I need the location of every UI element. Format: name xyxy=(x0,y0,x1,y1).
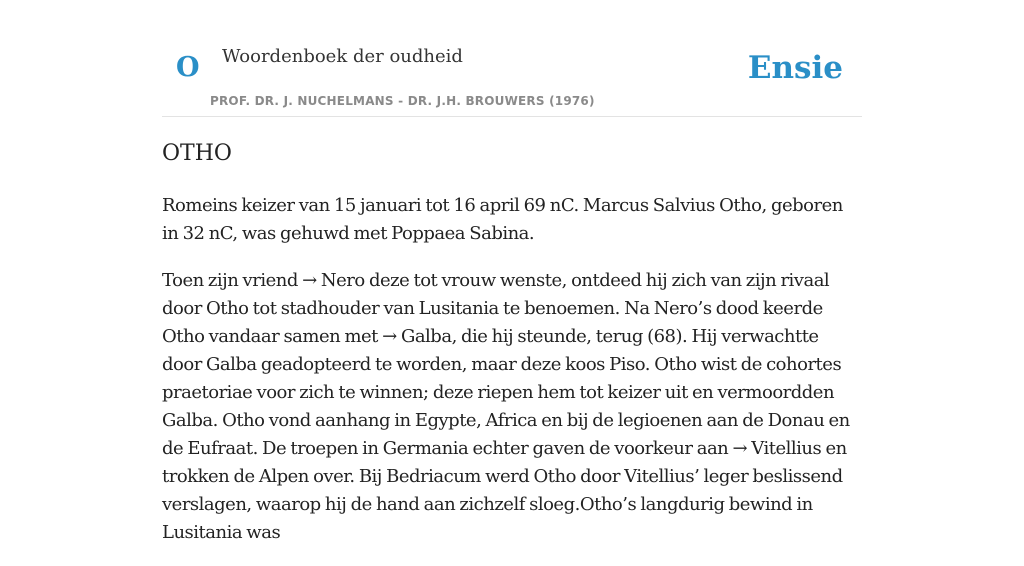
entry-paragraph-1: Romeins keizer van 15 januari tot 16 april 69 nC. Marcus Salvius Otho, geboren in 32 nC, was gehuwd met Poppaea Sabina. xyxy=(162,195,843,244)
entry-paragraph-2 xyxy=(162,267,862,547)
book-title-link[interactable]: Woordenboek der oudheid xyxy=(222,46,463,67)
header xyxy=(162,0,862,117)
cross-reference-nero-link[interactable]: → Nero xyxy=(302,270,365,291)
paragraph-text: deze tot vrouw wenste, ontdeed hij zich van zijn rivaal door Otho tot stadhouder van Lusitania te benoemen. Na Nero’s dood keerde Otho vandaar samen met xyxy=(162,270,830,347)
paragraph-text: Toen zijn vriend xyxy=(162,270,303,291)
entry-title: OTHO xyxy=(162,141,232,166)
paragraph-text: en trokken de Alpen over. Bij Bedriacum werd Otho door Vitellius’ leger beslissend verslagen, waarop hij de hand aan zichzelf sloeg.Otho’s langdurig bewind in Lusitania was xyxy=(162,438,847,543)
cross-reference-vitellius-link[interactable]: → Vitellius xyxy=(732,438,822,459)
cross-reference-galba-link[interactable]: → Galba xyxy=(382,326,452,347)
letter-index-link[interactable]: O xyxy=(176,52,200,83)
paragraph-text: , die hij steunde, terug (68). Hij verwachtte door Galba geadopteerd te worden, maar deze koos Piso. Otho wist de cohortes praetoriae voor zich te winnen; deze riepen hem tot keizer uit en vermoordden Galba. Otho vond aanhang in Egypte, Africa en bij de legioenen aan de Donau en de Eufraat. De troepen in Germania echter gaven de voorkeur aan xyxy=(162,326,850,459)
entry-content xyxy=(162,138,862,566)
book-authors: PROF. DR. J. NUCHELMANS - DR. J.H. BROUWERS (1976) xyxy=(210,94,595,108)
ensie-logo-link[interactable]: Ensie xyxy=(747,50,843,86)
